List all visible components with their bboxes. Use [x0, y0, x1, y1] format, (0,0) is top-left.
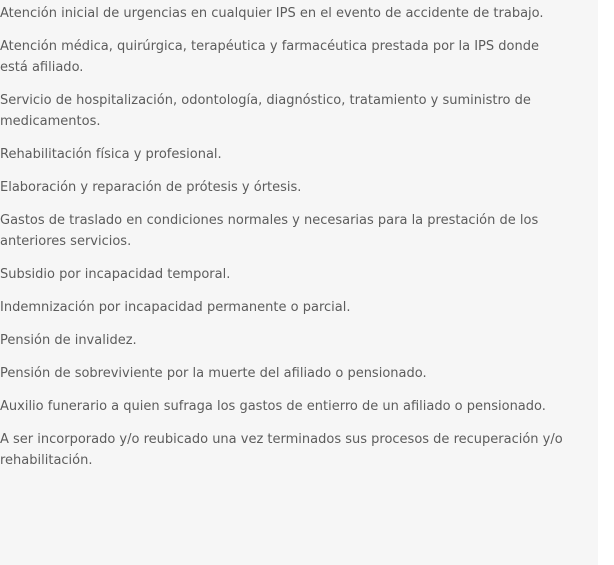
benefit-item-pension-invalidez: Pensión de invalidez. — [0, 333, 137, 348]
benefit-item-protesis: Elaboración y reparación de prótesis y órtesis. — [0, 180, 302, 195]
benefit-item-traslado: Gastos de traslado en condiciones normales y necesarias para la prestación de los anteriores servicios. — [0, 213, 539, 249]
benefit-item-reubicacion: A ser incorporado y/o reubicado una vez terminados sus procesos de recuperación y/o rehabilitación. — [0, 432, 563, 468]
benefit-item-auxilio-funerario: Auxilio funerario a quien sufraga los gastos de entierro de un afiliado o pensionado. — [0, 399, 546, 414]
benefit-item-urgencias: Atención inicial de urgencias en cualquier IPS en el evento de accidente de trabajo. — [0, 6, 544, 21]
benefit-item-indemnizacion: Indemnización por incapacidad permanente o parcial. — [0, 300, 351, 315]
page-gutter — [598, 0, 614, 565]
benefit-item-atencion-medica: Atención médica, quirúrgica, terapéutica y farmacéutica prestada por la IPS donde está afiliado. — [0, 39, 539, 75]
benefit-item-hospitalizacion: Servicio de hospitalización, odontología, diagnóstico, tratamiento y suministro de medicamentos. — [0, 93, 531, 129]
benefit-item-subsidio: Subsidio por incapacidad temporal. — [0, 267, 231, 282]
benefit-item-pension-sobreviviente: Pensión de sobreviviente por la muerte del afiliado o pensionado. — [0, 366, 427, 381]
benefit-item-rehabilitacion: Rehabilitación física y profesional. — [0, 147, 222, 162]
